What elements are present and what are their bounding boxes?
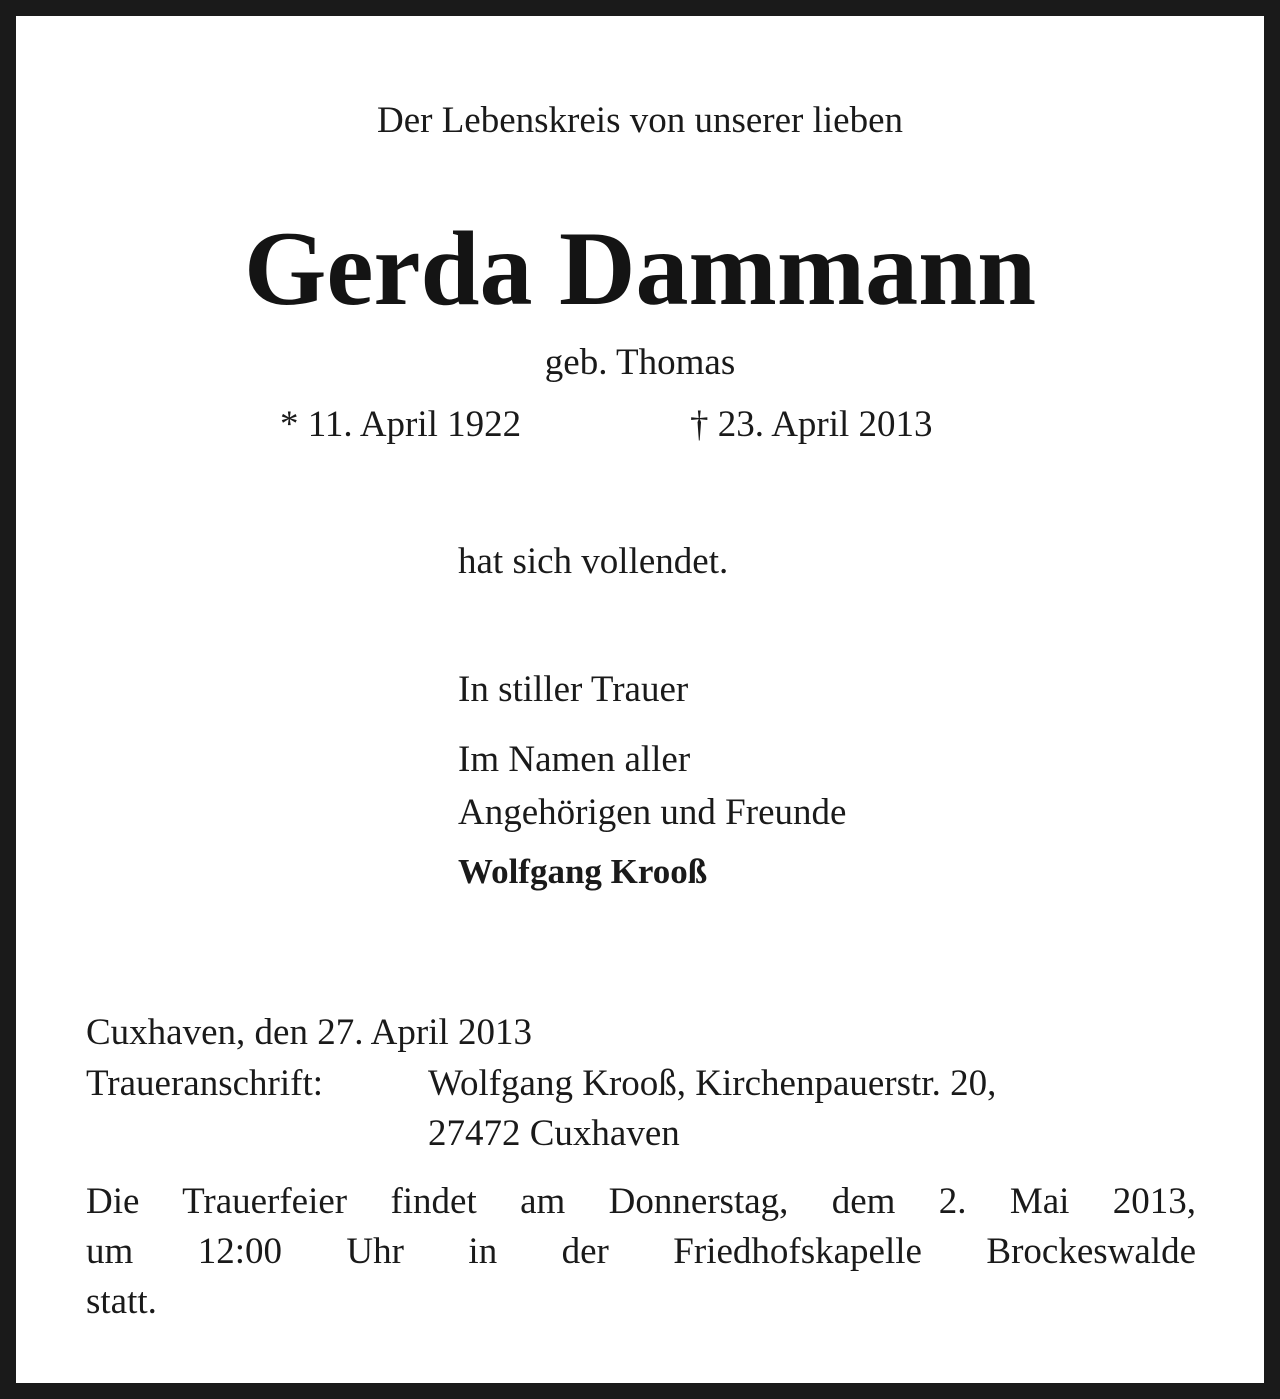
death-date: † 23. April 2013 <box>690 404 933 445</box>
address-label: Traueranschrift: <box>86 1063 324 1104</box>
deceased-name: Gerda Dammann <box>243 210 1037 327</box>
mourning-text: In stiller Trauer <box>458 669 689 710</box>
address-line-1: Wolfgang Krooß, Kirchenpauerstr. 20, <box>428 1063 997 1104</box>
ceremony-paragraph <box>86 1177 1196 1327</box>
ceremony-line-1: Die Trauerfeier findet am Donnerstag, dem 2. Mai 2013, <box>86 1181 1196 1222</box>
signer-name: Wolfgang Krooß <box>458 852 708 891</box>
birth-date: * 11. April 1922 <box>280 404 522 445</box>
on-behalf-line-1: Im Namen aller <box>458 739 691 780</box>
maiden-name: geb. Thomas <box>544 342 736 383</box>
on-behalf-line-2: Angehörigen und Freunde <box>458 792 847 833</box>
address-line-2: 27472 Cuxhaven <box>428 1113 680 1154</box>
completed-text: hat sich vollendet. <box>458 541 729 582</box>
ceremony-line-3: statt. <box>86 1281 157 1322</box>
intro-text: Der Lebenskreis von unserer lieben <box>376 100 904 141</box>
place-date: Cuxhaven, den 27. April 2013 <box>86 1012 533 1053</box>
ceremony-line-2: um 12:00 Uhr in der Friedhofskapelle Brockeswalde <box>86 1231 1196 1272</box>
